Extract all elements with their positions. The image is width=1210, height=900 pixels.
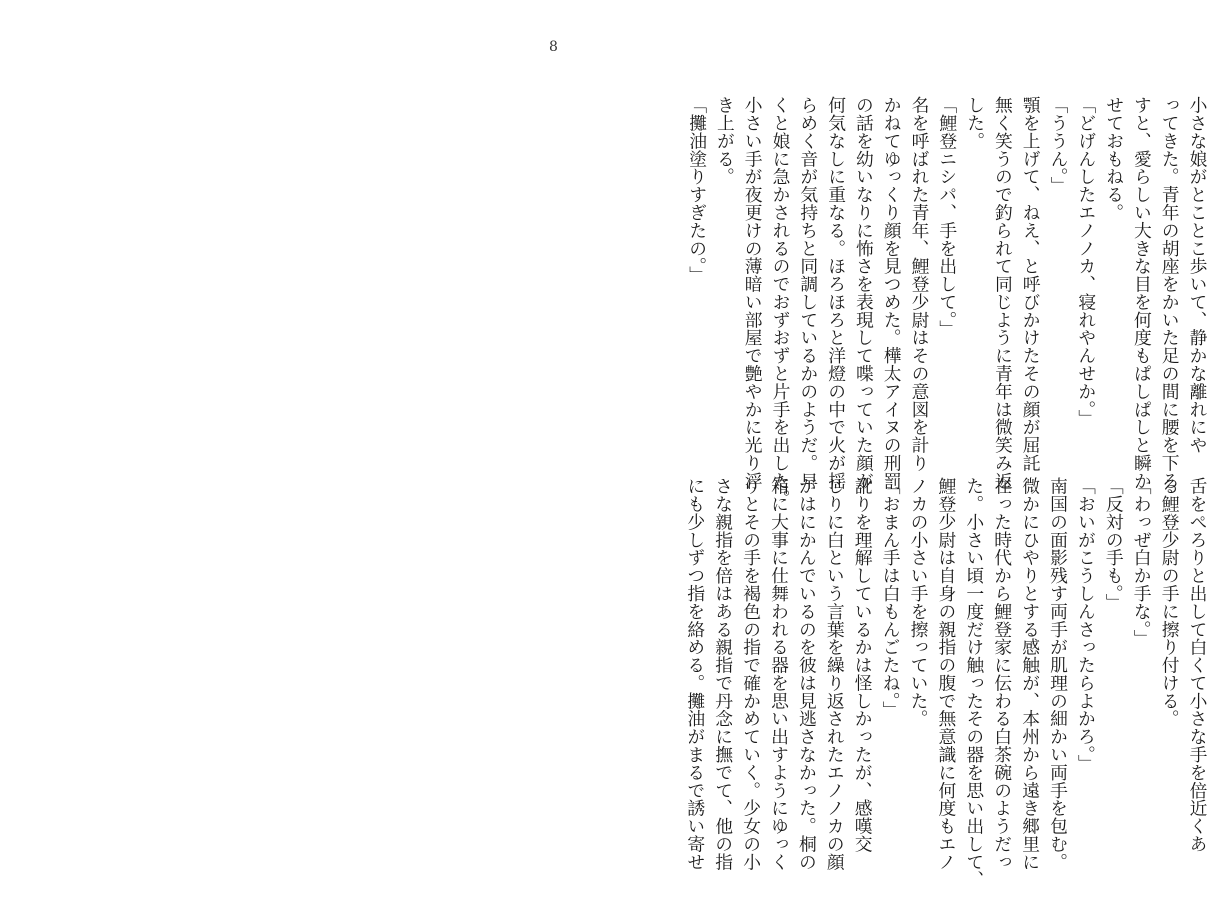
text-column: 顎を上げて、ねえ、と呼びかけたその顔が屈託 bbox=[1020, 96, 1042, 472]
text-column: 「ううん。」 bbox=[1048, 96, 1069, 195]
text-column: ノカの小さい手を擦っていた。 bbox=[908, 477, 929, 728]
text-column: 「鯉登ニシパ、手を出して。」 bbox=[936, 96, 958, 338]
text-column: らめく音が気持ちと同調しているかのようだ。早 bbox=[797, 96, 819, 490]
text-column: じりに白という言葉を繰り返されたエノノカの顔 bbox=[824, 477, 846, 871]
text-column: さな親指を倍はある親指で丹念に撫でて、他の指 bbox=[712, 477, 734, 871]
text-column: 小さな娘がとことこ歩いて、静かな離れにや bbox=[1187, 96, 1208, 454]
text-column: せておもねる。 bbox=[1103, 96, 1125, 222]
text-column: 「どげんしたエノノカ、寝れやんせか。」 bbox=[1075, 96, 1097, 428]
text-column: ってきた。青年の胡座をかいた足の間に腰を下ろ bbox=[1159, 96, 1181, 490]
text-column: かねてゆっくり顔を見つめた。樺太アイヌの刑罰 bbox=[881, 96, 903, 490]
text-column: 小さい手が夜更けの薄暗い部屋で艶やかに光り浮 bbox=[742, 96, 764, 490]
text-column: くと娘に急かされるのでおずおずと片手を出した。 bbox=[770, 96, 791, 508]
text-column: た。小さい頃一度だけ触ったその器を思い出して、 bbox=[963, 477, 985, 889]
text-column: りとその手を褐色の指で確かめていく。少女の小 bbox=[740, 477, 762, 871]
text-column: 微かにひやりとする感触が、本州から遠き郷里に bbox=[1019, 477, 1041, 871]
text-column: 「おいがこうしんさったらよかろ。」 bbox=[1075, 477, 1097, 773]
text-column: 「おまん手は白もんごたね。」 bbox=[880, 477, 902, 719]
text-column: 箱に大事に仕舞われる器を思い出すようにゆっく bbox=[768, 477, 790, 871]
page-number: 8 bbox=[549, 39, 558, 55]
text-column: 「攤油塗りすぎたの。」 bbox=[686, 96, 708, 284]
text-column: 在った時代から鯉登家に伝わる白茶碗のようだっ bbox=[991, 477, 1013, 871]
text-column: 舌をぺろりと出して白くて小さな手を倍近くあ bbox=[1187, 477, 1208, 853]
text-column: 南国の面影残す両手が肌理の細かい両手を包む。 bbox=[1047, 477, 1069, 871]
text-column: がはにかんでいるのを彼は見逃さなかった。桐の bbox=[796, 477, 818, 871]
text-column: の話を幼いなりに怖さを表現して喋っていた顔が bbox=[853, 96, 875, 490]
text-column: 「反対の手も。」 bbox=[1103, 477, 1125, 612]
text-column: る鯉登少尉の手に擦り付ける。 bbox=[1159, 477, 1181, 728]
text-column: 訛りを理解しているかは怪しかったが、感嘆交 bbox=[852, 477, 874, 853]
text-column: 鯉登少尉は自身の親指の腹で無意識に何度もエノ bbox=[935, 477, 957, 871]
text-column: にも少しずつ指を絡める。攤油がまるで誘い寄せ bbox=[684, 477, 706, 871]
text-column: 無く笑うので釣られて同じように青年は微笑み返 bbox=[992, 96, 1014, 490]
text-column: すと、愛らしい大きな目を何度もぱしぱしと瞬か bbox=[1131, 96, 1153, 490]
text-column: 「わっぜ白か手な。」 bbox=[1131, 477, 1153, 648]
text-column: した。 bbox=[964, 96, 986, 150]
text-column: き上がる。 bbox=[714, 96, 736, 186]
text-column: 名を呼ばれた青年、鯉登少尉はその意図を計り bbox=[909, 96, 930, 472]
text-column: 何気なしに重なる。ほろほろと洋燈の中で火が揺 bbox=[825, 96, 847, 490]
